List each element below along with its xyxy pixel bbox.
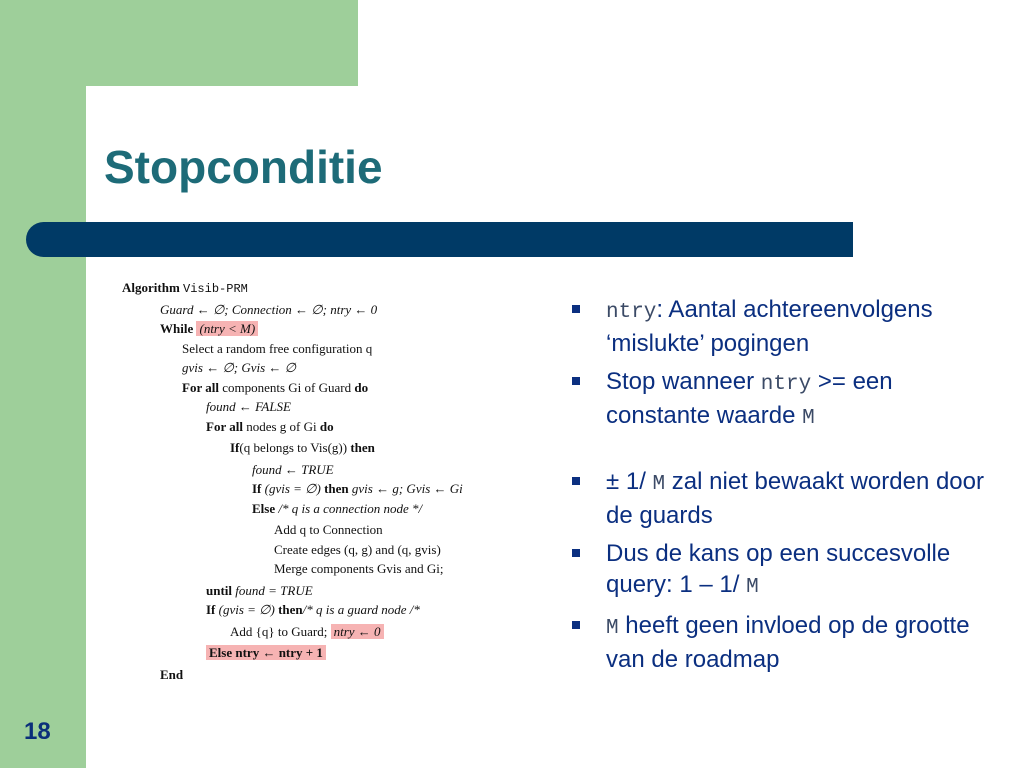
- square-bullet-icon: [572, 621, 580, 629]
- bullet-item: [572, 294, 992, 359]
- keyword: until: [206, 582, 233, 598]
- algo-text: Add {q} to Guard;: [230, 623, 328, 639]
- algo-text: nodes g of Gi: [246, 418, 317, 434]
- algo-comment: /* q is a connection node */: [278, 500, 423, 516]
- code-ntry: ntry: [760, 373, 812, 396]
- algo-line: Select a random free configuration q: [182, 340, 373, 356]
- algo-line: Guard ← ∅; Connection ← ∅; ntry ← 0: [160, 301, 378, 317]
- bullet-item: [572, 466, 992, 531]
- algo-line: [122, 622, 522, 642]
- bullet-item: [572, 366, 992, 434]
- highlight-while-condition: (ntry < M): [196, 321, 258, 336]
- slide-title: Stopconditie: [104, 141, 383, 193]
- algo-line: found ← TRUE: [252, 461, 334, 477]
- square-bullet-icon: [572, 377, 580, 385]
- keyword: If: [206, 602, 216, 617]
- square-bullet-icon: [572, 549, 580, 557]
- algo-text: gvis ← g; Gvis ← Gi: [351, 481, 463, 496]
- bullet-item: [572, 610, 992, 675]
- algo-header: [122, 278, 522, 300]
- square-bullet-icon: [572, 477, 580, 485]
- code-m: M: [606, 617, 619, 640]
- keyword: do: [319, 418, 334, 434]
- keyword: do: [354, 379, 369, 395]
- slide-number: 18: [24, 718, 51, 745]
- algo-line: [122, 417, 522, 437]
- bullet-text: >= een constante waarde: [606, 368, 893, 429]
- algo-line: [122, 479, 522, 499]
- bullet-text: : Aantal achtereenvolgens ‘mislukte’ pogingen: [606, 296, 933, 357]
- algo-text: (gvis = ∅): [264, 481, 321, 496]
- decor-green-left: [0, 0, 86, 768]
- keyword: For all: [182, 379, 219, 395]
- bullet-item: [572, 538, 992, 603]
- square-bullet-icon: [572, 305, 580, 313]
- code-m: M: [746, 576, 759, 599]
- algo-text: found = TRUE: [235, 582, 313, 598]
- code-m: M: [652, 473, 666, 496]
- keyword: If: [252, 481, 262, 496]
- keyword: Else: [252, 500, 276, 516]
- algo-line: Merge components Gvis and Gi;: [274, 561, 444, 576]
- algo-line: [122, 600, 522, 620]
- algo-line: [122, 499, 522, 519]
- keyword: For all: [206, 418, 243, 434]
- bullet-text: ± 1/: [606, 468, 653, 495]
- spacer: [572, 434, 992, 466]
- title-underline-bar: [26, 222, 853, 257]
- algo-line: [122, 643, 522, 663]
- algo-line: gvis ← ∅; Gvis ← ∅: [182, 360, 296, 375]
- code-m: M: [802, 407, 815, 430]
- highlight-increment-ntry: Else ntry ← ntry + 1: [206, 645, 326, 660]
- bullet-text: Dus de kans op een succesvolle query: 1 – 1/: [606, 540, 951, 598]
- bullet-text: zal niet bewaakt worden door de guards: [606, 468, 984, 529]
- algo-line: Add q to Connection: [274, 522, 383, 537]
- algo-line: [122, 378, 522, 398]
- bullet-text: Stop wanneer: [606, 368, 755, 395]
- algo-header-keyword: Algorithm: [122, 280, 180, 295]
- algo-text: components Gi of Guard: [222, 379, 352, 395]
- code-ntry: ntry: [606, 301, 657, 324]
- keyword: While: [160, 321, 194, 336]
- algo-line: found ← FALSE: [206, 399, 291, 414]
- algo-text: (q belongs to Vis(g)): [239, 440, 348, 455]
- algo-line: [122, 319, 522, 339]
- keyword: then: [278, 602, 303, 617]
- keyword: then: [324, 481, 349, 496]
- algo-line: [122, 438, 522, 458]
- keyword: If: [230, 440, 240, 455]
- algo-end: End: [160, 666, 184, 682]
- algo-text: (gvis = ∅): [218, 602, 275, 617]
- highlight-reset-ntry: ntry ← 0: [331, 624, 384, 639]
- algo-comment: /* q is a guard node /*: [302, 602, 420, 617]
- algo-line: [122, 581, 522, 601]
- algo-name: Visib-PRM: [183, 282, 248, 296]
- algo-line: Create edges (q, g) and (q, gvis): [274, 541, 441, 557]
- keyword: then: [350, 440, 375, 455]
- bullet-list: [572, 294, 992, 675]
- algorithm-figure: [122, 278, 522, 684]
- bullet-text: heeft geen invloed op de grootte van de roadmap: [606, 612, 970, 673]
